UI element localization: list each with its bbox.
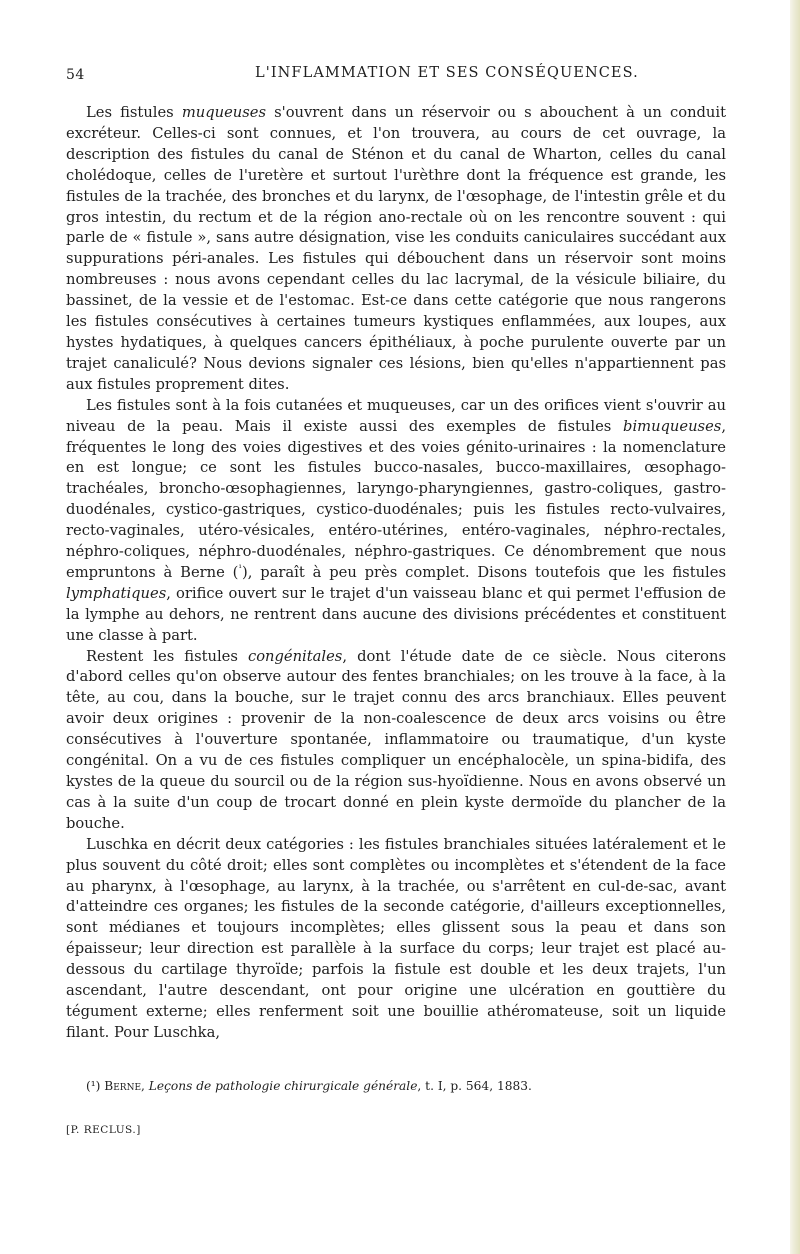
body-text xyxy=(66,103,726,1044)
footnote-reference: ¹ xyxy=(238,564,242,575)
paragraph-text: , orifice ouvert sur le trajet d'un vaisseau blanc et qui permet l'effusion de la lymphe au dehors, ne rentrent dans aucune des divisions précédentes et constituent une classe à part. xyxy=(66,584,726,644)
page-edge xyxy=(790,0,800,1254)
page-header xyxy=(0,60,800,90)
paragraph-text: Les fistules xyxy=(86,104,182,121)
footnote-title: Leçons de pathologie chirurgicale générale xyxy=(148,1079,418,1093)
italic-term: congénitales xyxy=(247,647,343,665)
italic-term: bimuqueuses xyxy=(623,417,722,435)
author-signature: [P. RECLUS.] xyxy=(66,1124,141,1136)
italic-term: lymphatiques xyxy=(66,584,167,602)
page-number: 54 xyxy=(66,67,85,83)
paragraph-text: , fréquentes le long des voies digestives et des voies génito-urinaires : la nomenclature en est longue; ce sont les fistules bucco-nasales, bucco-maxillaires, œsophago-trachéales, broncho-œsophagiennes, laryngo-pharyngiennes, gastro-coliques, gastro-duodénales, cystico-gastriques, cystico-duodénales; puis les fistules recto-vulvaires, recto-vaginales, utéro-vésicales, entéro-utérines, entéro-vaginales, néphro-rectales, néphro-coliques, néphro-duodénales, néphro-gastriques. Ce dénombrement que nous empruntons à Berne ( xyxy=(66,417,726,581)
footnote-marker: (¹) xyxy=(86,1079,101,1093)
footnote: (¹) Berne, Leçons de pathologie chirurgicale générale, t. I, p. 564, 1883. xyxy=(86,1079,532,1093)
paragraph-luschka xyxy=(66,835,726,1044)
italic-term: muqueuses xyxy=(181,104,267,121)
footnote-author: Berne xyxy=(104,1079,142,1093)
paragraph-bimuqueuses xyxy=(66,396,726,647)
footnote-details: , t. I, p. 564, 1883. xyxy=(417,1079,532,1093)
paragraph-muqueuses xyxy=(66,103,726,396)
paragraph-text: Luschka en décrit deux catégories : les fistules branchiales situées latéralement et le plus souvent du côté droit; elles sont complètes ou incomplètes et s'étendent de la face au pharynx, à l'œsophage, au larynx, à la trachée, ou s'arrêtent en cul-de-sac, avant d'atteindre ces organes; les fistules de la seconde catégorie, d'ailleurs exceptionnelles, sont médianes et toujours incomplètes; elles glissent sous la peau et dans son épaisseur; leur direction est parallèle à la surface du corps; leur trajet est placé au-dessous du cartilage thyroïde; parfois la fistule est double et les deux trajets, l'un ascendant, l'autre descendant, ont pour origine une ulcération en gouttière du tégument externe; elles renferment soit une bouillie athéromateuse, soit un liquide filant. Pour Luschka, xyxy=(66,835,726,1041)
paragraph-text: ), paraît à peu près complet. Disons toutefois que les fistules xyxy=(242,563,726,581)
paragraph-text: , dont l'étude date de ce siècle. Nous citerons d'abord celles qu'on observe autour des fentes branchiales; on les trouve à la face, à la tête, au cou, dans la bouche, sur le trajet connu des arcs branchiaux. Elles peuvent avoir deux origines : provenir de la non-coalescence de deux arcs voisins ou être consécutives à l'ouverture spontanée, inflammatoire ou traumatique, d'un kyste congénital. On a vu de ces fistules compliquer un encéphalocèle, un spina-bidifa, des kystes de la queue du sourcil ou de la région sus-hyoïdienne. Nous en avons observé un cas à la suite d'un coup de trocart donné en plein kyste dermoïde du plancher de la bouche. xyxy=(66,647,726,832)
paragraph-text: Les fistules sont à la fois cutanées et muqueuses, car un des orifices vient s'ouvrir au niveau de la peau. Mais il existe aussi des exemples de fistules xyxy=(66,396,726,435)
paragraph-text: Restent les fistules xyxy=(86,647,248,665)
paragraph-text: s'ouvrent dans un réservoir ou s abouchent à un conduit excréteur. Celles-ci sont connues, et l'on trouvera, au cours de cet ouvrage, la description des fistules du canal de Sténon et du canal de Wharton, celles du canal cholédoque, celles de l'uretère et surtout l'urèthre dont la fréquence est grande, les fistules de la trachée, des bronches et du larynx, de l'œsophage, de l'intestin grêle et du gros intestin, du rectum et de la région ano-rectale où on les rencontre souvent : qui parle de « fistule », sans autre désignation, vise les conduits caniculaires succédant aux suppurations péri-anales. Les fistules qui débouchent dans un réservoir sont moins nombreuses : nous avons cependant celles du lac lacrymal, de la vésicule biliaire, du bassinet, de la vessie et de l'estomac. Est-ce dans cette catégorie que nous rangerons les fistules consécutives à certaines tumeurs kystiques enflammées, aux loupes, aux hystes hydatiques, à quelques cancers épithéliaux, à poche purulente ouverte par un trajet canaliculé? Nous devions signaler ces lésions, bien qu'elles n'appartiennent pas aux fistules proprement dites. xyxy=(66,104,726,393)
paragraph-congenitales xyxy=(66,647,726,835)
running-title: L'INFLAMMATION ET SES CONSÉQUENCES. xyxy=(255,65,639,81)
